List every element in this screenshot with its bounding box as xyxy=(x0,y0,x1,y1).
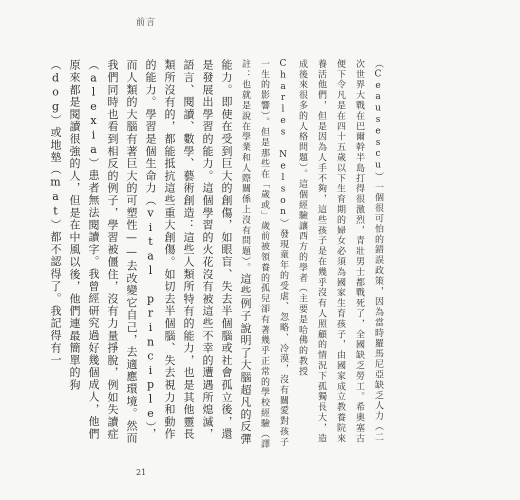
paragraph-alexia: 然而我們同時也看到相反的例子，學習被僵住，沒有力量掙脫，例如失讀症（alexia）患者無法閱讀字。我曾經研究過好幾個成人，他們原來都是閱讀很強的人，但是在中風以後，他們連最簡單的狗（dog）或地墊（mat）都不認得了。我記得有一 xyxy=(49,59,138,445)
running-head: 前言 xyxy=(136,18,157,28)
page-number: 21 xyxy=(136,468,147,477)
paragraph-brain-resilience: 這些例子說明了大腦超凡的反彈能力。即使在受到巨大的創傷，如眼盲、失去半個腦或社會孤立後，還是發展出學習的能力。這個學習的火花沒有被這些不幸的遭遇所熄滅，語言、閱讀、數學、藝術創造：這些人類所特有的能力，也是其他靈長類所沒有的，都能抵抗這些重大創傷。如切去半個腦、失去視力和動作的能力。學習是個生命力（vital principle），而人類的大腦有著巨大的可塑性——去改變它自己，去適應環境。 xyxy=(125,59,252,446)
paragraph-translator-note: （Ceausescu）一個很可怕的錯誤政策，因為當時羅馬尼亞缺乏人力（二次世界大戰在巴爾幹半島打得很激烈，青壯男士都戰死了，全國缺乏勞工。希奧塞古便下令凡是在四十五歲以下生育期的婦女必須為國家生育孩子，由國家成立教養院來養活他們，但是因為人手不夠，這些孩子是在幾乎沒有人照顧的情況下孤獨長大，造成後來很多的人格問題）。這個經驗讓西方的學者（主要是哈佛的教授Charles Nelson）發現童年的受虐、忽略、冷漠，沒有關愛對孩子一生的影響）。但是那些在「歲或」歲前被領養的孤兒卻有著幾乎正常的學校經驗（譯註：也就是說在學業和人際關係上沒有問題）。 xyxy=(240,59,383,450)
vertical-text-block xyxy=(49,59,388,452)
